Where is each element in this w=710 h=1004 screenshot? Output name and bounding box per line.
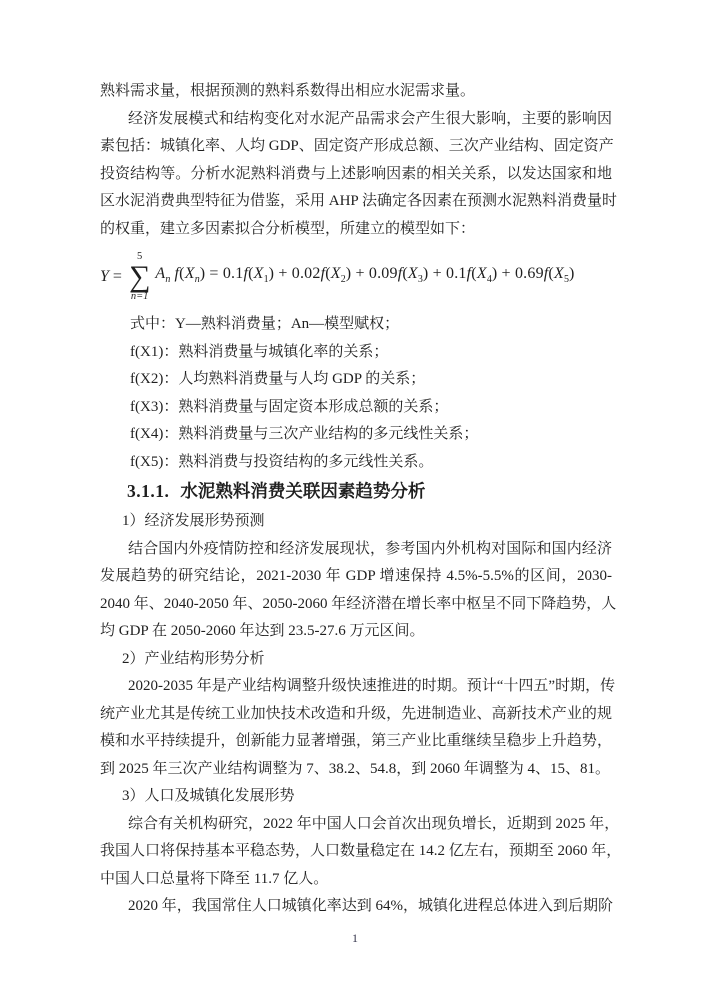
formula-subscript: 5 bbox=[563, 274, 569, 286]
formula-subscript: 4 bbox=[486, 274, 492, 286]
paragraph-economy bbox=[100, 536, 617, 646]
formula-term: f bbox=[174, 265, 180, 283]
text-line: 综合有关机构研究，2022 年中国人口会首次出现负增长，近期到 2025 年， bbox=[128, 815, 620, 832]
paragraph-industry bbox=[100, 673, 616, 783]
paragraph-continuation bbox=[100, 78, 612, 106]
formula-term: ( bbox=[325, 265, 331, 283]
page-body bbox=[100, 78, 622, 921]
subsection-label-3: 3）人口及城镇化发展形势 bbox=[122, 788, 295, 804]
formula-term: X bbox=[407, 265, 418, 283]
text-line: 2020-2035 年是产业结构调整升级快速推进的时期。预计“十四五”时期，传 bbox=[128, 678, 616, 694]
paragraph-model-intro bbox=[100, 106, 617, 244]
text-line: 中国人口总量将下降至 11.7 亿人。 bbox=[100, 870, 329, 887]
formula-term: ) + 0.09 bbox=[345, 265, 398, 283]
text-line: f(X2)：人均熟料消费量与人均 GDP 的关系； bbox=[130, 371, 426, 387]
paragraph-population bbox=[100, 811, 622, 894]
sigma-icon: ∑ bbox=[128, 260, 151, 293]
text-line: 熟料需求量，根据预测的熟料系数得出相应水泥需求量。 bbox=[100, 83, 476, 99]
subsection-label-1: 1）经济发展形势预测 bbox=[122, 513, 265, 529]
text-line: 结合国内外疫情防控和经济发展现状，参考国内外机构对国际和国内经济 bbox=[128, 540, 612, 557]
formula-term: X bbox=[253, 265, 264, 283]
text-line: 我国人口将保持基本平稳态势，人口数量稳定在 14.2 亿左右，预期至 2060 年， bbox=[100, 843, 622, 859]
text-line: 式中：Y—熟料消费量；An—模型赋权； bbox=[130, 316, 400, 332]
text-line: 经济发展模式和结构变化对水泥产品需求会产生很大影响，主要的影响因 bbox=[128, 110, 612, 127]
formula-term: ( bbox=[548, 265, 554, 283]
text-line: 2020 年，我国常住人口城镇化率达到 64%，城镇化进程总体进入到后期阶 bbox=[128, 898, 613, 914]
formula-rhs bbox=[155, 260, 574, 294]
text-line: f(X3)：熟料消费量与固定资本形成总额的关系； bbox=[130, 398, 449, 415]
text-line: 区水泥消费典型特征为借鉴，采用 AHP 法确定各因素在预测水泥熟料消费量时 bbox=[100, 193, 617, 209]
formula-lhs bbox=[100, 263, 122, 291]
heading-title: 水泥熟料消费关联因素趋势分析 bbox=[180, 481, 426, 502]
text-line: 的权重，建立多因素拟合分析模型，所建立的模型如下： bbox=[100, 220, 476, 237]
formula-term: X bbox=[476, 265, 487, 283]
formula-term: f bbox=[320, 265, 326, 283]
formula-term: ) bbox=[568, 265, 575, 283]
formula-subscript: 2 bbox=[340, 274, 346, 286]
summation-lower-limit: n=1 bbox=[130, 291, 149, 302]
formula-subscript: 1 bbox=[263, 274, 269, 286]
text-line: 均 GDP 在 2050-2060 年达到 23.5-27.6 万元区间。 bbox=[100, 623, 425, 639]
formula-term: ) + 0.02 bbox=[268, 265, 321, 283]
formula-term: ( bbox=[402, 265, 408, 283]
text-line: 发展趋势的研究结论，2021-2030 年 GDP 增速保持 4.5%-5.5%的区间，2030- bbox=[100, 568, 612, 584]
formula-term: A bbox=[155, 265, 166, 283]
formula-term: ) + 0.69 bbox=[491, 265, 544, 283]
formula-term: ( bbox=[179, 265, 185, 283]
formula-definitions-list bbox=[100, 311, 612, 476]
text-line: 模和水平持续提升，创新能力显著增强，第三产业比重继续呈稳步上升趋势， bbox=[100, 733, 612, 749]
summation-upper-limit: 5 bbox=[137, 250, 143, 262]
formula-variable-y: Y bbox=[100, 268, 109, 286]
formula-term: f bbox=[466, 265, 472, 283]
text-line: 素包括：城镇化率、人均 GDP、固定资产形成总额、三次产业结构、固定资产 bbox=[100, 138, 614, 154]
formula-term: ( bbox=[471, 265, 477, 283]
text-line: f(X5)：熟料消费与投资结构的多元线性关系。 bbox=[130, 453, 434, 470]
subsection-label-2: 2）产业结构形势分析 bbox=[122, 650, 265, 667]
heading-number: 3.1.1. bbox=[127, 481, 170, 502]
summation-symbol bbox=[129, 252, 150, 303]
text-line: f(X1)：熟料消费量与城镇化率的关系； bbox=[130, 343, 389, 360]
formula-term: f bbox=[397, 265, 403, 283]
text-line: 统产业尤其是传统工业加快技术改造和升级，先进制造业、高新技术产业的规 bbox=[100, 705, 612, 722]
section-heading bbox=[100, 476, 612, 508]
text-line: 2040 年、2040-2050 年、2050-2060 年经济潜在增长率中枢呈不同下降趋势，人 bbox=[100, 595, 617, 612]
formula-term: X bbox=[553, 265, 564, 283]
page-number: 1 bbox=[352, 931, 358, 945]
formula-term: f bbox=[543, 265, 549, 283]
formula-term: f bbox=[243, 265, 249, 283]
text-line: 到 2025 年三次产业结构调整为 7、38.2、54.8，到 2060 年调整为 4、15、81。 bbox=[100, 760, 611, 777]
formula-term: X bbox=[184, 265, 195, 283]
formula-equals: = bbox=[108, 268, 122, 286]
text-line: f(X4)：熟料消费量与三次产业结构的多元线性关系； bbox=[130, 426, 479, 442]
formula-subscript: n bbox=[165, 274, 171, 286]
formula-term: ) + 0.1 bbox=[422, 265, 467, 283]
formula-term: ( bbox=[248, 265, 254, 283]
formula-subscript: 3 bbox=[417, 274, 423, 286]
formula-term: X bbox=[330, 265, 341, 283]
formula-subscript: n bbox=[194, 274, 200, 286]
formula-term: ) = 0.1 bbox=[199, 265, 244, 283]
paragraph-urbanization bbox=[100, 893, 612, 921]
text-line: 投资结构等。分析水泥熟料消费与上述影响因素的相关关系，以发达国家和地 bbox=[100, 165, 612, 182]
formula-clinker-model bbox=[100, 243, 612, 311]
